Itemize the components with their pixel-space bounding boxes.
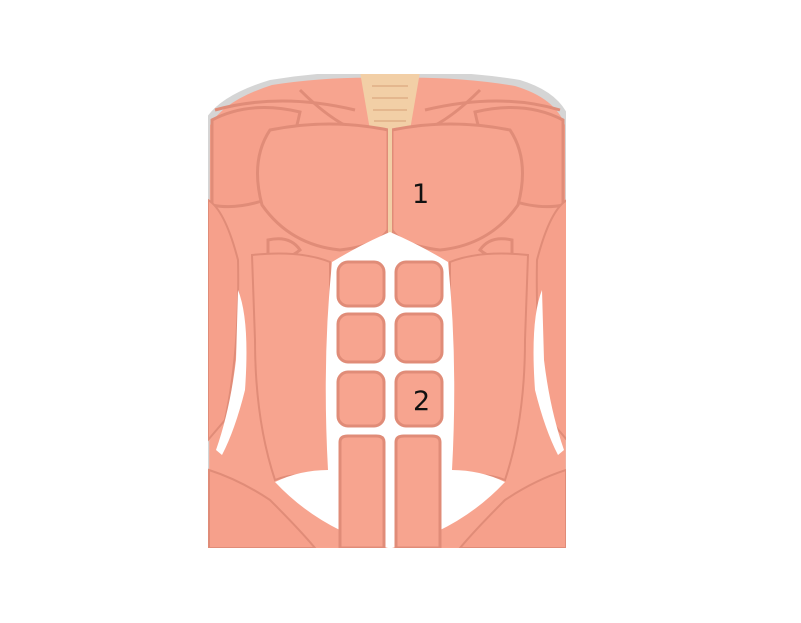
torso-figure xyxy=(205,72,572,550)
label-2: 2 xyxy=(413,386,431,417)
label-1: 1 xyxy=(412,179,430,210)
